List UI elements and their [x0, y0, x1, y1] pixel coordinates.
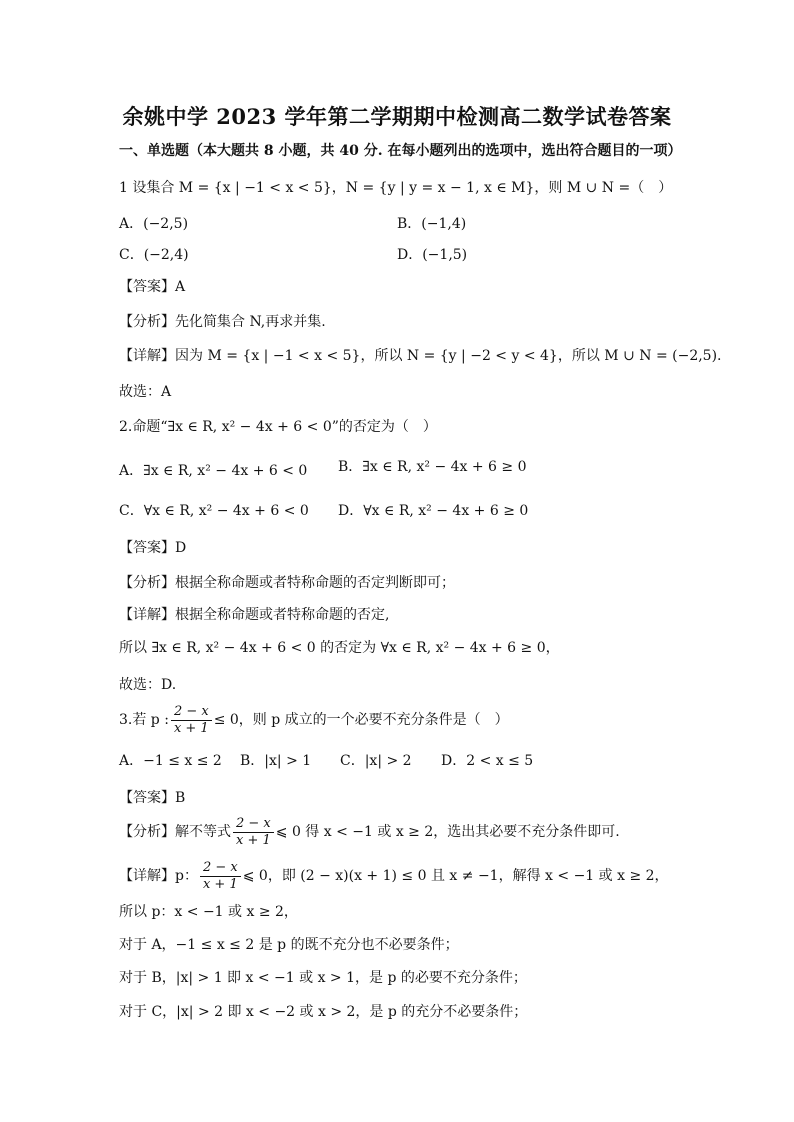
q3-detail-line-1: 所以 p：x < −1 或 x ≥ 2， — [119, 904, 298, 920]
fraction-denominator: x + 1 — [202, 876, 238, 892]
q3-detail-line-4: 对于 C，|x| > 2 即 x < −2 或 x > 2，是 p 的充分不必要条件； — [119, 1004, 528, 1020]
q3-analysis — [119, 814, 620, 850]
q3-option-c: C．|x| > 2 — [340, 753, 412, 769]
q1-choice: 故选：A — [119, 384, 172, 400]
q3-stem-prefix: 3.若 p : — [119, 712, 169, 728]
q3-fraction — [171, 704, 212, 737]
q3-analysis-suffix: ⩽ 0 得 x < −1 或 x ≥ 2，选出其必要不充分条件即可. — [275, 824, 620, 840]
fraction-numerator: 2 − x — [200, 860, 241, 877]
fraction-denominator: x + 1 — [236, 832, 271, 848]
q3-answer: 【答案】B — [119, 790, 186, 806]
q3-stem-suffix: ≤ 0，则 p 成立的一个必要不充分条件是（ ） — [213, 712, 509, 728]
q1-stem: 1 设集合 M = {x | −1 < x < 5}，N = {y | y = x − 1, x ∈ M}，则 M ∪ N =（ ） — [119, 180, 673, 196]
q1-option-b: B．(−1,4) — [397, 216, 467, 232]
q3-detail-line-2: 对于 A，−1 ≤ x ≤ 2 是 p 的既不充分也不必要条件； — [119, 937, 459, 953]
q3-detail-suffix: ⩽ 0，即 (2 − x)(x + 1) ≤ 0 且 x ≠ −1，解得 x < −1 或 x ≥ 2， — [242, 868, 669, 884]
fraction-numerator: 2 − x — [233, 816, 274, 833]
q1-answer: 【答案】A — [119, 279, 186, 295]
q2-answer: 【答案】D — [119, 540, 187, 556]
q3-analysis-prefix: 【分析】解不等式 — [119, 824, 231, 840]
q1-option-a: A．(−2,5) — [119, 216, 189, 232]
fraction-denominator: x + 1 — [173, 720, 209, 736]
q2-detail: 【详解】根据全称命题或者特称命题的否定, — [119, 607, 390, 623]
page-title: 余姚中学 2023 学年第二学期期中检测高二数学试卷答案 — [122, 104, 672, 129]
q1-analysis: 【分析】先化简集合 N,再求并集. — [119, 314, 326, 330]
q2-option-d: D．∀x ∈ R, x² − 4x + 6 ≥ 0 — [338, 503, 529, 519]
fraction-numerator: 2 − x — [171, 704, 212, 721]
q2-option-a: A．∃x ∈ R, x² − 4x + 6 < 0 — [119, 463, 308, 479]
q3-analysis-fraction — [233, 816, 274, 849]
q2-detail-negation: 所以 ∃x ∈ R, x² − 4x + 6 < 0 的否定为 ∀x ∈ R, x² − 4x + 6 ≥ 0， — [119, 640, 560, 656]
q3-option-d: D．2 < x ≤ 5 — [441, 753, 534, 769]
q2-choice: 故选：D. — [119, 677, 177, 693]
q2-option-b: B．∃x ∈ R, x² − 4x + 6 ≥ 0 — [338, 459, 527, 475]
q1-detail: 【详解】因为 M = {x | −1 < x < 5}，所以 N = {y | −2 < y < 4}，所以 M ∪ N = (−2,5). — [119, 348, 722, 364]
q3-option-b: B．|x| > 1 — [240, 753, 312, 769]
q3-stem — [119, 702, 509, 738]
q3-detail-prefix: 【详解】p： — [119, 868, 198, 884]
q3-detail-fraction — [200, 860, 241, 893]
q1-option-c: C．(−2,4) — [119, 247, 189, 263]
q2-option-c: C．∀x ∈ R, x² − 4x + 6 < 0 — [119, 503, 309, 519]
q1-option-d: D．(−1,5) — [397, 247, 468, 263]
q2-stem: 2.命题“∃x ∈ R, x² − 4x + 6 < 0”的否定为（ ） — [119, 419, 437, 435]
q3-detail-line-3: 对于 B，|x| > 1 即 x < −1 或 x > 1，是 p 的必要不充分条件； — [119, 970, 527, 986]
q2-analysis: 【分析】根据全称命题或者特称命题的否定判断即可； — [119, 575, 455, 591]
q3-detail — [119, 858, 669, 894]
section-heading: 一、单选题（本大题共 8 小题，共 40 分. 在每小题列出的选项中，选出符合题目的一项） — [119, 143, 682, 159]
q3-option-a: A．−1 ≤ x ≤ 2 — [119, 753, 222, 769]
